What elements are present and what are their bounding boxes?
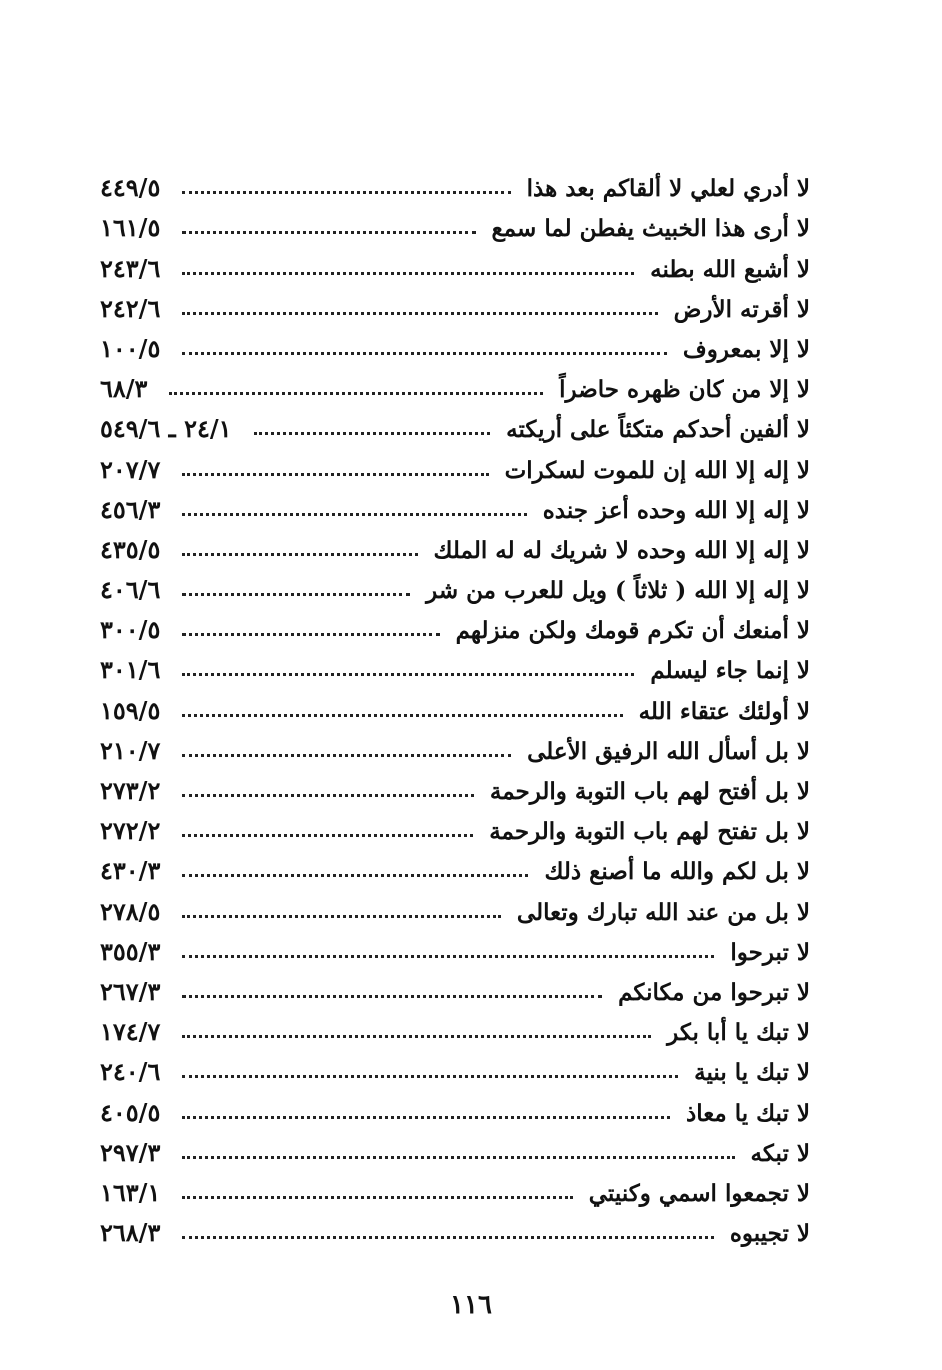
dot-leader bbox=[182, 874, 528, 877]
dot-leader bbox=[182, 1075, 678, 1078]
entry-reference: ١٠٠/٥ bbox=[100, 333, 161, 363]
entry-phrase: لا إله إلا الله ( ثلاثاً ) ويل للعرب من شر bbox=[426, 577, 810, 605]
dot-leader bbox=[182, 1156, 734, 1159]
entry-phrase: لا أقرته الأرض bbox=[673, 295, 810, 323]
entry-phrase: لا بل لكم والله ما أصنع ذلك bbox=[544, 858, 810, 886]
page-number: ١١٦ bbox=[450, 1290, 492, 1320]
index-entry bbox=[100, 769, 810, 809]
dot-leader bbox=[182, 231, 475, 234]
entry-phrase: لا تبك يا معاذ bbox=[686, 1099, 810, 1127]
entry-reference: ٢١٠/٧ bbox=[100, 735, 161, 765]
entry-phrase: لا أدري لعلي لا ألقاكم بعد هذا bbox=[526, 175, 810, 203]
dot-leader bbox=[182, 673, 634, 676]
entry-phrase: لا بل تفتح لهم باب التوبة والرحمة bbox=[489, 818, 810, 846]
entry-phrase: لا أرى هذا الخبيث يفطن لما سمع bbox=[491, 215, 810, 243]
dot-leader bbox=[182, 553, 417, 556]
dot-leader bbox=[182, 995, 602, 998]
dot-leader bbox=[182, 312, 657, 315]
entry-reference: ٤٤٩/٥ bbox=[100, 173, 161, 203]
index-entry bbox=[100, 688, 810, 728]
entry-reference: ٢٩٧/٣ bbox=[100, 1137, 161, 1167]
entry-reference: ٦٨/٣ bbox=[100, 374, 148, 404]
entry-phrase: لا بل من عند الله تبارك وتعالى bbox=[516, 898, 810, 926]
index-entry bbox=[100, 970, 810, 1010]
entry-reference: ٢٧٢/٢ bbox=[100, 816, 161, 846]
index-entry bbox=[100, 447, 810, 487]
entry-phrase: لا تبك يا أبا بكر bbox=[667, 1019, 810, 1047]
index-entry bbox=[100, 1131, 810, 1171]
index-entry bbox=[100, 1211, 810, 1251]
index-entry bbox=[100, 327, 810, 367]
entry-phrase: لا تبرحوا bbox=[730, 938, 810, 966]
dot-leader bbox=[182, 633, 439, 636]
index-entry bbox=[100, 488, 810, 528]
entry-phrase: لا إلا من كان ظهره حاضراً bbox=[559, 376, 810, 404]
entry-reference: ٤٠٥/٥ bbox=[100, 1097, 161, 1127]
index-entry bbox=[100, 367, 810, 407]
entry-reference: ٢٤/١ ـ ٥٤٩/٦ bbox=[100, 414, 232, 444]
entry-reference: ١٦١/٥ bbox=[100, 213, 161, 243]
entry-reference: ٢٤٠/٦ bbox=[100, 1057, 161, 1087]
dot-leader bbox=[169, 392, 543, 395]
entry-phrase: لا أشبع الله بطنه bbox=[650, 255, 810, 283]
entry-phrase: لا تبكه bbox=[750, 1139, 810, 1167]
index-entry bbox=[100, 809, 810, 849]
index-entry bbox=[100, 1171, 810, 1211]
dot-leader bbox=[182, 1035, 651, 1038]
entry-reference: ٢٠٧/٧ bbox=[100, 454, 161, 484]
entry-reference: ٤٠٦/٦ bbox=[100, 575, 161, 605]
index-entry bbox=[100, 528, 810, 568]
entry-reference: ٣٠٠/٥ bbox=[100, 615, 161, 645]
entry-phrase: لا تبرحوا من مكانكم bbox=[618, 978, 810, 1006]
entry-phrase: لا أولئك عتقاء الله bbox=[638, 697, 810, 725]
dot-leader bbox=[182, 714, 622, 717]
dot-leader bbox=[182, 1196, 572, 1199]
dot-leader bbox=[182, 473, 488, 476]
entry-reference: ٢٦٧/٣ bbox=[100, 976, 161, 1006]
index-entry bbox=[100, 889, 810, 929]
dot-leader bbox=[182, 513, 526, 516]
dot-leader bbox=[182, 593, 410, 596]
entry-phrase: لا إله إلا الله إن للموت لسكرات bbox=[504, 456, 810, 484]
dot-leader bbox=[182, 834, 473, 837]
entry-phrase: لا إله إلا الله وحده أعز جنده bbox=[542, 496, 810, 524]
entry-reference: ١٧٤/٧ bbox=[100, 1017, 161, 1047]
dot-leader bbox=[182, 272, 634, 275]
index-entry bbox=[100, 1090, 810, 1130]
entry-phrase: لا بل أسأل الله الرفيق الأعلى bbox=[527, 737, 810, 765]
entry-reference: ٤٥٦/٣ bbox=[100, 494, 161, 524]
index-entry bbox=[100, 568, 810, 608]
dot-leader bbox=[182, 191, 510, 194]
dot-leader bbox=[182, 915, 501, 918]
entry-reference: ٣٠١/٦ bbox=[100, 655, 161, 685]
index-entry bbox=[100, 729, 810, 769]
index-entry bbox=[100, 849, 810, 889]
index-entry bbox=[100, 608, 810, 648]
dot-leader bbox=[182, 1236, 713, 1239]
entry-phrase: لا تجيبوه bbox=[729, 1220, 810, 1248]
entry-phrase: لا أمنعك أن تكرم قومك ولكن منزلهم bbox=[455, 617, 810, 645]
entry-reference: ١٥٩/٥ bbox=[100, 695, 161, 725]
dot-leader bbox=[182, 1116, 670, 1119]
entry-reference: ٤٣٥/٥ bbox=[100, 534, 161, 564]
entry-reference: ٢٧٣/٢ bbox=[100, 776, 161, 805]
index-entry bbox=[100, 246, 810, 286]
entry-reference: ٤٣٠/٣ bbox=[100, 856, 161, 886]
index-entry bbox=[100, 287, 810, 327]
index-entry bbox=[100, 1010, 810, 1050]
dot-leader bbox=[182, 352, 667, 355]
entry-reference: ٢٤٢/٦ bbox=[100, 293, 161, 323]
index-entry bbox=[100, 1050, 810, 1090]
entry-phrase: لا بل أفتح لهم باب التوبة والرحمة bbox=[489, 778, 810, 805]
entry-phrase: لا ألفين أحدكم متكئاً على أريكته bbox=[506, 416, 810, 444]
dot-leader bbox=[182, 955, 714, 958]
index-entry bbox=[100, 930, 810, 970]
dot-leader bbox=[182, 754, 511, 757]
entry-reference: ٢٤٣/٦ bbox=[100, 253, 161, 283]
entry-phrase: لا إلا بمعروف bbox=[682, 335, 810, 363]
entry-reference: ٢٦٨/٣ bbox=[100, 1218, 161, 1248]
entry-reference: ٢٧٨/٥ bbox=[100, 896, 161, 926]
dot-leader bbox=[254, 432, 491, 435]
entry-phrase: لا إله إلا الله وحده لا شريك له له الملك bbox=[433, 536, 810, 564]
index-entry bbox=[100, 648, 810, 688]
entry-reference: ١٦٣/١ bbox=[100, 1177, 161, 1207]
entry-phrase: لا تجمعوا اسمي وكنيتي bbox=[588, 1179, 810, 1207]
entry-reference: ٣٥٥/٣ bbox=[100, 936, 161, 966]
index-entry bbox=[100, 206, 810, 246]
entry-phrase: لا تبك يا بنية bbox=[694, 1059, 810, 1087]
index-entry bbox=[100, 407, 810, 447]
entry-phrase: لا إنما جاء ليسلم bbox=[650, 657, 810, 685]
dot-leader bbox=[182, 794, 474, 797]
phrase-index-list bbox=[100, 166, 810, 1251]
index-entry bbox=[100, 166, 810, 206]
